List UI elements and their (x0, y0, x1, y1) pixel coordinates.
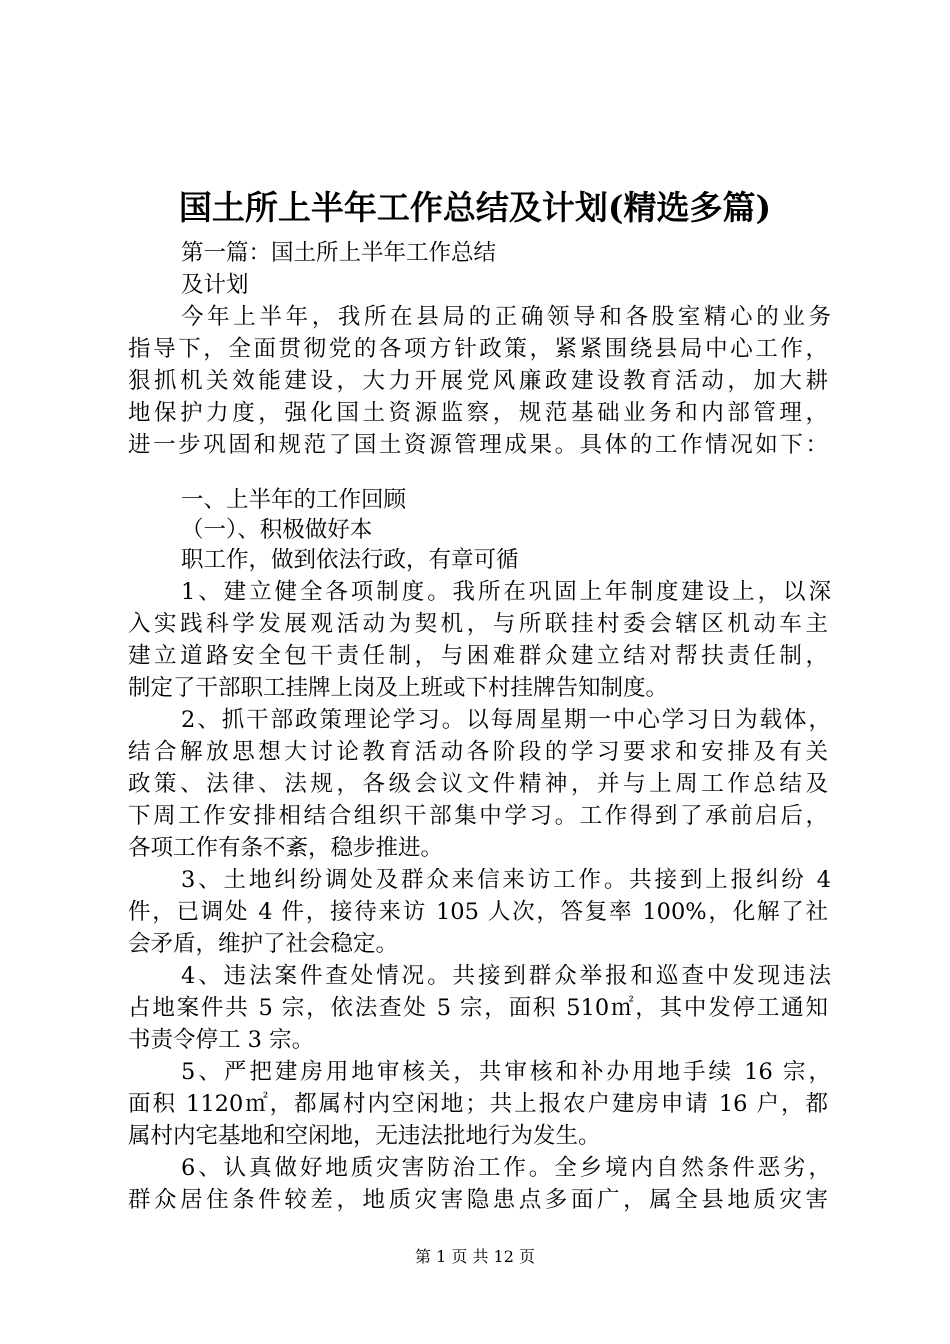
paragraph-line: 下周工作安排相结合组织干部集中学习。工作得到了承前启后， (128, 803, 828, 829)
paragraph-line: 狠抓机关效能建设，大力开展党风廉政建设教育活动，加大耕 (128, 368, 828, 394)
paragraph-line: 政策、法律、法规，各级会议文件精神，并与上周工作总结及 (128, 771, 828, 797)
document-title: 国土所上半年工作总结及计划(精选多篇) (178, 188, 772, 227)
paragraph-line: 面积 1120㎡，都属村内空闲地；共上报农户建房申请 16 户，都 (128, 1091, 828, 1117)
paragraph-line: 1、建立健全各项制度。我所在巩固上年制度建设上，以深 (181, 579, 831, 605)
paragraph-line: 属村内宅基地和空闲地，无违法批地行为发生。 (128, 1123, 601, 1149)
section-heading-cont: 及计划 (181, 272, 249, 298)
paragraph-line: 4、违法案件查处情况。共接到群众举报和巡查中发现违法 (181, 963, 831, 989)
paragraph-line: 占地案件共 5 宗，依法查处 5 宗，面积 510㎡，其中发停工通知 (128, 995, 828, 1021)
paragraph-line: 今年上半年，我所在县局的正确领导和各股室精心的业务 (181, 304, 831, 330)
subsection-heading-cont: 职工作，做到依法行政，有章可循 (181, 547, 519, 573)
paragraph-line: 会矛盾，维护了社会稳定。 (128, 931, 399, 957)
paragraph-line: 3、土地纠纷调处及群众来信来访工作。共接到上报纠纷 4 (181, 867, 831, 893)
paragraph-line: 件，已调处 4 件，接待来访 105 人次，答复率 100%，化解了社 (128, 899, 828, 925)
paragraph-line: 地保护力度，强化国土资源监察，规范基础业务和内部管理， (128, 400, 828, 426)
paragraph-line: 群众居住条件较差，地质灾害隐患点多面广，属全县地质灾害 (128, 1187, 828, 1213)
paragraph-line: 入实践科学发展观活动为契机，与所联挂村委会辖区机动车主 (128, 611, 828, 637)
page-number-footer: 第 1 页 共 12 页 (415, 1247, 535, 1266)
paragraph-line: 进一步巩固和规范了国土资源管理成果。具体的工作情况如下： (128, 432, 828, 458)
paragraph-line: 结合解放思想大讨论教育活动各阶段的学习要求和安排及有关 (128, 739, 828, 765)
paragraph-line: 指导下，全面贯彻党的各项方针政策，紧紧围绕县局中心工作， (128, 336, 828, 362)
paragraph-line: 各项工作有条不紊，稳步推进。 (128, 835, 444, 861)
paragraph-line: 2、抓干部政策理论学习。以每周星期一中心学习日为载体， (181, 707, 831, 733)
section-heading: 第一篇：国土所上半年工作总结 (181, 240, 497, 266)
subsection-heading: （一）、积极做好本 (181, 517, 373, 543)
subsection-heading: 一、上半年的工作回顾 (181, 487, 407, 513)
paragraph-line: 5、严把建房用地审核关，共审核和补办用地手续 16 宗， (181, 1059, 831, 1085)
paragraph-line: 建立道路安全包干责任制，与困难群众建立结对帮扶责任制， (128, 643, 828, 669)
paragraph-line: 书责令停工 3 宗。 (128, 1027, 315, 1053)
paragraph-line: 6、认真做好地质灾害防治工作。全乡境内自然条件恶劣， (181, 1155, 831, 1181)
paragraph-line: 制定了干部职工挂牌上岗及上班或下村挂牌告知制度。 (128, 675, 669, 701)
